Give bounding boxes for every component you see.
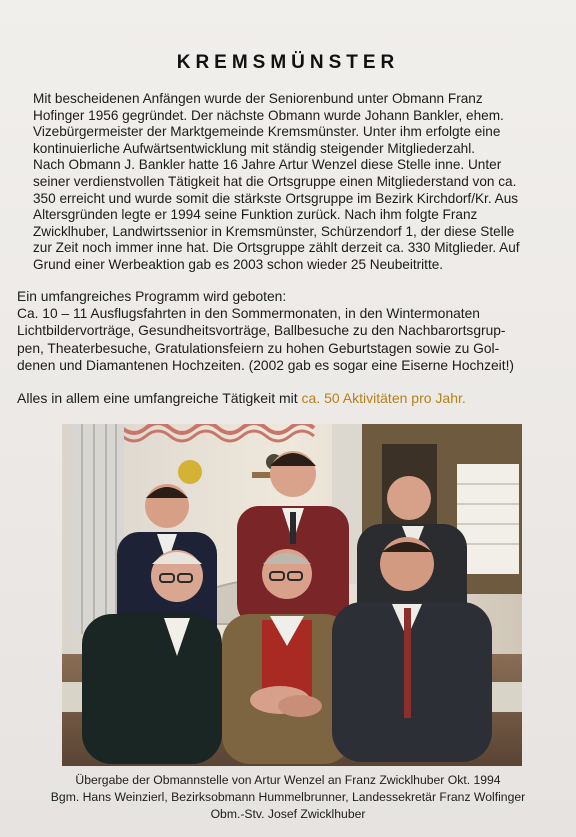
text-line: 350 erreicht und wurde somit die stärkste Ortsgruppe im Bezirk Kirchdorf/Kr. Aus: [33, 190, 519, 206]
text-line: Zwicklhuber, Landwirtssenior in Kremsmünster, Schürzendorf 1, der diese Stelle: [33, 223, 515, 239]
caption-line: Bgm. Hans Weinzierl, Bezirksobmann Hummelbrunner, Landessekretär Franz Wolfinger: [50, 790, 526, 804]
text-line: Lichtbildervorträge, Gesundheitsvorträge, Ballbesuche zu den Nachbarortsgrup-: [17, 323, 506, 339]
text-line: denen und Diamantenen Hochzeiten. (2002 gab es sogar eine Eiserne Hochzeit!): [17, 357, 515, 373]
text-line: seiner verdienstvollen Tätigkeit hat die Ortsgruppe einen Mitgliederstand von ca.: [33, 173, 517, 189]
text-line: Grund einer Werbeaktion gab es 2003 schon wieder 25 Neubeitritte.: [33, 256, 444, 272]
text-line: pen, Theaterbesuche, Gratulationsfeiern zu hohen Geburtstagen sowie zu Gol-: [17, 340, 500, 356]
program-paragraph: [17, 288, 576, 374]
text-line: Altersgründen legte er 1994 seine Funktion zurück. Nach ihm folgte Franz: [33, 207, 478, 223]
text-line: Mit bescheidenen Anfängen wurde der Seniorenbund unter Obmann Franz: [33, 91, 483, 106]
text-line: Ca. 10 – 11 Ausflugsfahrten in den Sommermonaten, in den Wintermonaten: [17, 306, 480, 322]
text-line: Ein umfangreiches Programm wird geboten:: [17, 289, 287, 304]
page-title: KREMSMÜNSTER: [176, 52, 400, 73]
text-line: Hofinger 1956 gegründet. Der nächste Obmann wurde Johann Bankler, ehem.: [33, 107, 504, 123]
intro-paragraph: [33, 91, 561, 274]
text-line: zur Zeit noch immer inne hat. Die Ortsgruppe zählt derzeit ca. 330 Mitglieder. Auf: [33, 240, 520, 256]
photo-caption: [0, 772, 576, 823]
caption-line: Übergabe der Obmannstelle von Artur Wenzel an Franz Zwicklhuber Okt. 1994: [75, 773, 501, 787]
caption-line: Obm.-Stv. Josef Zwicklhuber: [210, 807, 366, 821]
summary-highlight: ca. 50 Aktivitäten pro Jahr.: [301, 390, 466, 406]
text-line: kontinuierliche Aufwärtsentwicklung mit ständig steigender Mitgliederzahl.: [33, 140, 476, 156]
text-line: Vizebürgermeister der Marktgemeinde Kremsmünster. Unter ihm erfolgte eine: [33, 124, 501, 140]
group-photo: [62, 424, 522, 766]
summary-text: Alles in allem eine umfangreiche Tätigkeit mit: [17, 390, 302, 406]
summary-paragraph: [17, 390, 562, 407]
text-line: Nach Obmann J. Bankler hatte 16 Jahre Artur Wenzel diese Stelle inne. Unter: [33, 157, 502, 173]
group-photo-illustration: [62, 424, 522, 766]
